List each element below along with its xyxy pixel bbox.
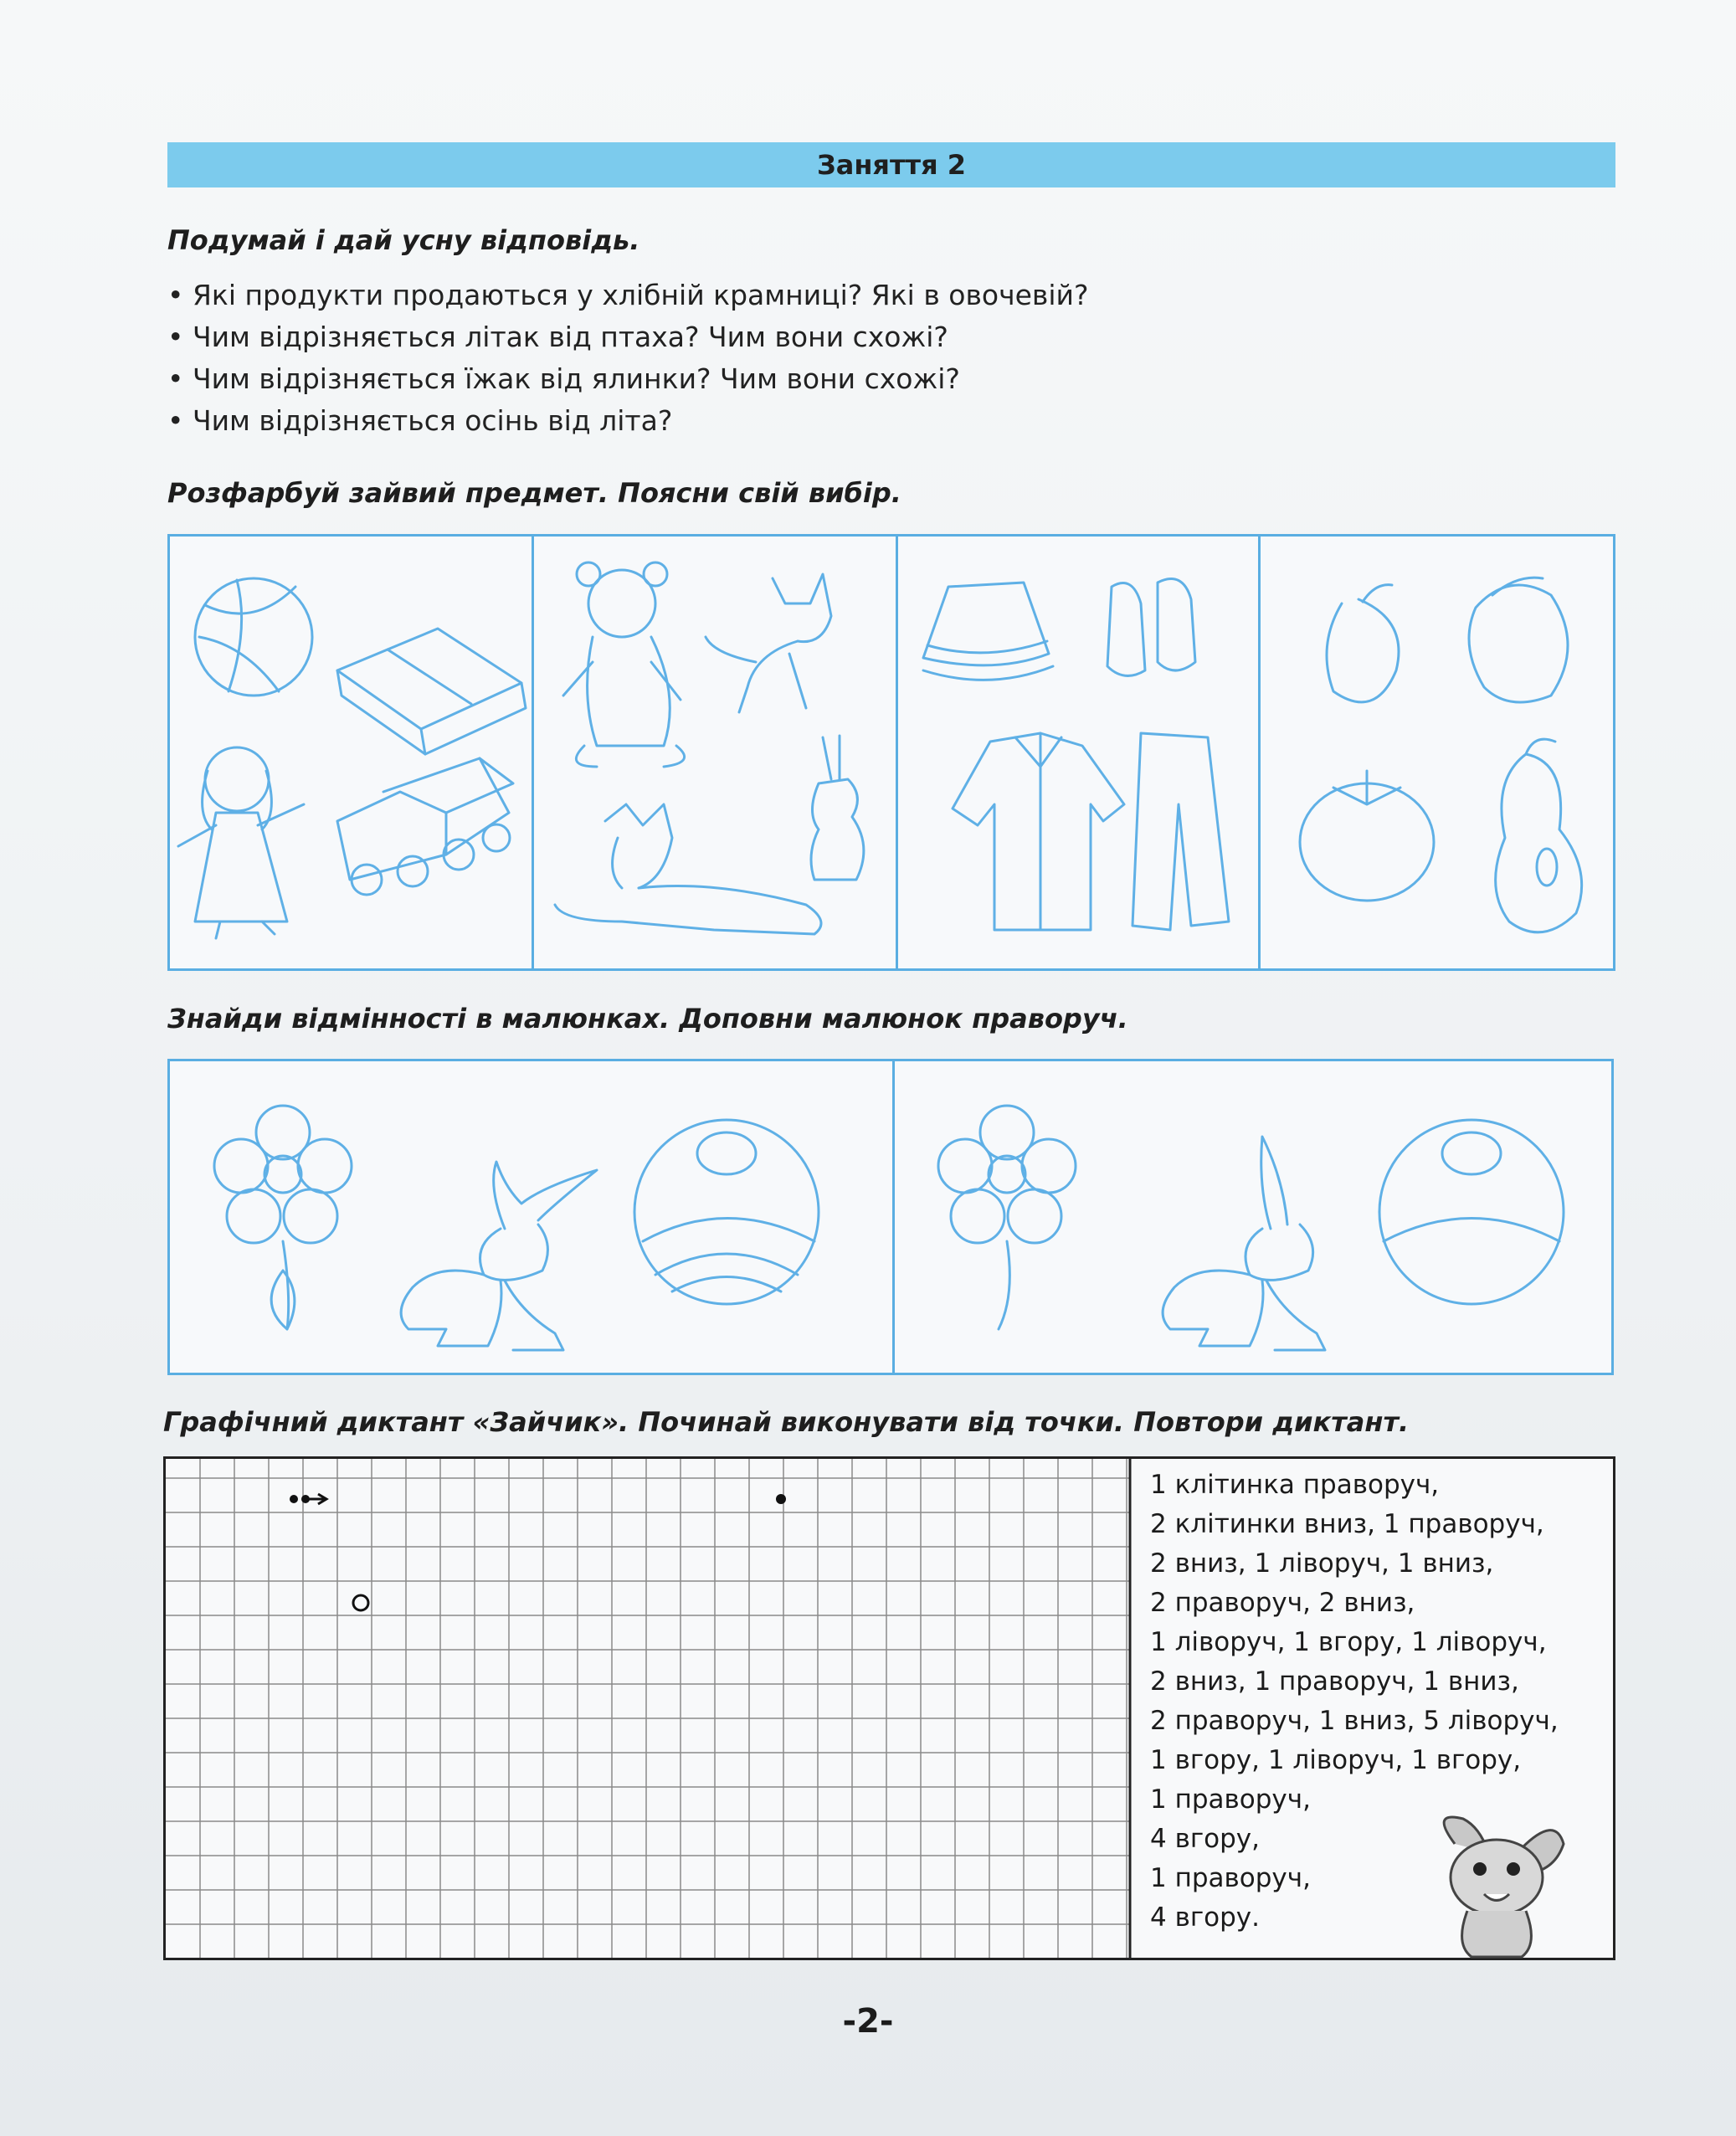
question-item: • Чим відрізняється осінь від літа? xyxy=(167,404,673,437)
odd-one-out-drawings xyxy=(170,537,1613,968)
tomato-icon xyxy=(1300,771,1434,901)
plum-icon xyxy=(1327,585,1399,702)
task4-title: Графічний диктант «Зайчик». Починай виконувати від точки. Повтори диктант. xyxy=(163,1406,1410,1438)
cat-icon xyxy=(706,574,831,712)
task2-title: Розфарбуй зайвий предмет. Поясни свій вибір. xyxy=(167,477,901,509)
dictation-step: 2 клітинки вниз, 1 праворуч, xyxy=(1150,1509,1544,1539)
differences-drawings xyxy=(170,1061,1611,1373)
clothes-group[interactable] xyxy=(923,579,1229,931)
bunny-icon xyxy=(1163,1137,1325,1350)
trousers-icon xyxy=(1133,733,1229,930)
pear-icon xyxy=(1496,739,1582,932)
dictation-step: 2 праворуч, 2 вниз, xyxy=(1150,1588,1415,1618)
dictation-step: 1 ліворуч, 1 вгору, 1 ліворуч, xyxy=(1150,1627,1547,1657)
lesson-title-bar xyxy=(167,142,1615,187)
left-picture[interactable] xyxy=(214,1106,819,1350)
question-list xyxy=(167,275,1507,442)
truck-icon xyxy=(337,758,513,895)
dictation-step: 1 клітинка праворуч, xyxy=(1150,1470,1440,1500)
flower-icon xyxy=(938,1106,1076,1329)
book-icon xyxy=(337,629,526,754)
question-item: • Чим відрізняється їжак від ялинки? Чим вони схожі? xyxy=(167,362,960,395)
odd-one-out-panel xyxy=(167,534,1615,971)
question-item: • Чим відрізняється літак від птаха? Чим вони схожі? xyxy=(167,321,948,353)
doll-icon xyxy=(178,747,304,938)
right-picture[interactable] xyxy=(938,1106,1564,1350)
page-number: -2- xyxy=(842,2002,894,2041)
apple-icon xyxy=(1469,578,1568,702)
dictation-step: 2 вниз, 1 ліворуч, 1 вниз, xyxy=(1150,1548,1494,1579)
shoes-icon xyxy=(1107,579,1195,676)
start-point xyxy=(776,1494,786,1504)
differences-panel xyxy=(167,1059,1614,1375)
arrow-right-icon xyxy=(306,1494,326,1504)
dictation-step: 2 вниз, 1 праворуч, 1 вниз, xyxy=(1150,1666,1519,1697)
flower-icon xyxy=(214,1106,352,1329)
striped-ball-icon xyxy=(634,1120,819,1304)
hollow-point xyxy=(353,1595,368,1610)
wolf-icon xyxy=(555,804,821,934)
skirt-icon xyxy=(923,583,1053,680)
dictation-step: 1 праворуч, xyxy=(1150,1863,1311,1893)
lesson-title: Заняття 2 xyxy=(816,149,967,181)
ball-icon xyxy=(1379,1120,1564,1304)
teddy-bear-icon xyxy=(563,562,685,767)
rabbit-icon xyxy=(811,736,864,880)
shirt-icon xyxy=(953,733,1124,930)
task1-title: Подумай і дай усну відповідь. xyxy=(167,224,640,256)
bunny-icon xyxy=(401,1162,597,1350)
dictation-step: 2 праворуч, 1 вниз, 5 ліворуч, xyxy=(1150,1706,1559,1736)
dictation-step: 4 вгору. xyxy=(1150,1902,1260,1933)
dictation-step: 4 вгору, xyxy=(1150,1824,1260,1854)
graphic-dictation-box xyxy=(163,1456,1615,1960)
dictation-step: 1 вгору, 1 ліворуч, 1 вгору, xyxy=(1150,1745,1522,1775)
fruits-group[interactable] xyxy=(1300,578,1582,932)
dictation-step: 1 праворуч, xyxy=(1150,1784,1311,1815)
animals-group[interactable] xyxy=(555,562,864,934)
bunny-illustration xyxy=(1396,1810,1597,1961)
toys-group[interactable] xyxy=(178,578,526,938)
ball-icon xyxy=(195,578,312,696)
question-item: • Які продукти продаються у хлібній крамниці? Які в овочевій? xyxy=(167,279,1089,311)
start-dot xyxy=(290,1495,298,1503)
task3-title: Знайди відмінності в малюнках. Доповни малюнок праворуч. xyxy=(167,1003,1128,1035)
